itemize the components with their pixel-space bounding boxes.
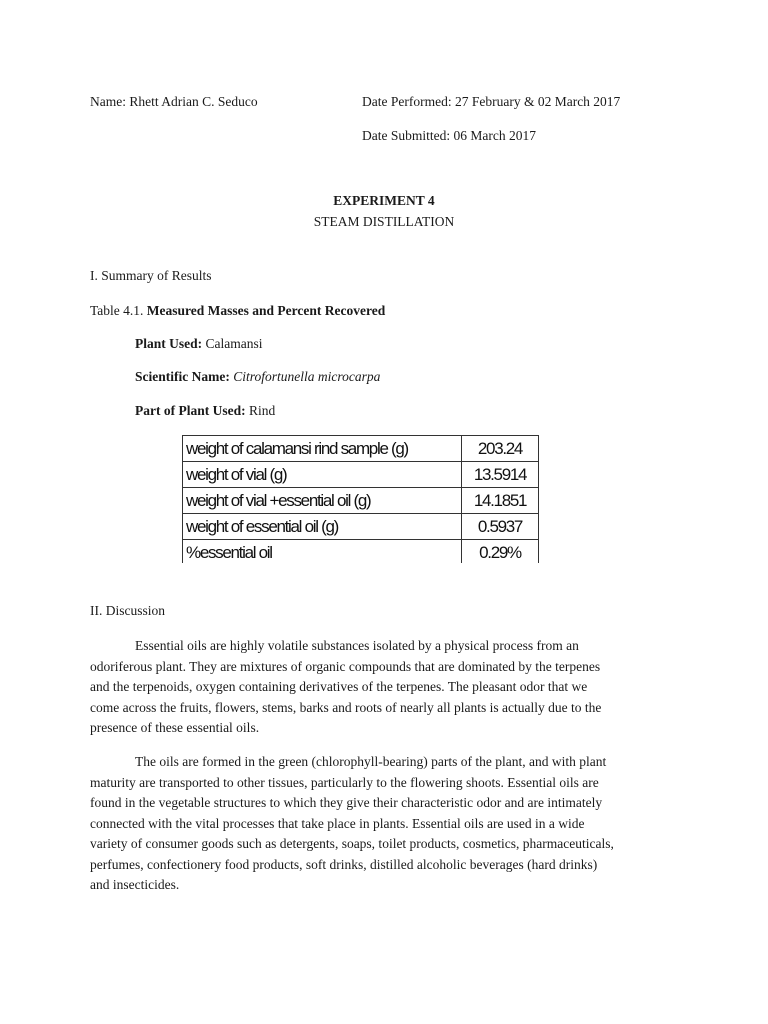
text-line: variety of consumer goods such as detergents, soaps, toilet products, cosmetics, pharmaceuticals,: [90, 836, 614, 851]
discussion-paragraph-1: [90, 636, 678, 739]
row-label: %essential oil: [183, 540, 462, 564]
plant-used-value: Calamansi: [202, 336, 263, 351]
table-caption-prefix: Table 4.1.: [90, 303, 147, 318]
text-line: and the terpenoids, oxygen containing derivatives of the terpenes. The pleasant odor that we: [90, 679, 588, 694]
row-value: 0.5937: [462, 514, 539, 540]
table-row: [183, 462, 539, 488]
part-used-value: Rind: [245, 403, 276, 418]
table-row: [183, 514, 539, 540]
row-label: weight of essential oil (g): [183, 514, 462, 540]
student-name: Name: Rhett Adrian C. Seduco: [90, 94, 258, 109]
row-value: 14.1851: [462, 488, 539, 514]
plant-used: [135, 336, 263, 352]
row-value: 13.5914: [462, 462, 539, 488]
text-line: Essential oils are highly volatile substances isolated by a physical process from an: [135, 638, 579, 653]
experiment-title: EXPERIMENT 4: [333, 193, 435, 208]
table-caption: [90, 303, 385, 319]
scientific-name-label: Scientific Name:: [135, 369, 230, 384]
results-table: [182, 435, 539, 563]
text-line: presence of these essential oils.: [90, 720, 260, 735]
row-label: weight of calamansi rind sample (g): [183, 436, 462, 462]
table-row: [183, 436, 539, 462]
text-line: The oils are formed in the green (chlorophyll-bearing) parts of the plant, and with plant: [135, 754, 607, 769]
experiment-subtitle: STEAM DISTILLATION: [313, 214, 455, 229]
part-used-label: Part of Plant Used:: [135, 403, 246, 418]
plant-used-label: Plant Used:: [135, 336, 203, 351]
row-value: 0.29%: [462, 540, 539, 564]
date-performed: Date Performed: 27 February & 02 March 2017: [362, 94, 621, 109]
discussion-heading: II. Discussion: [90, 603, 165, 618]
scientific-name: [135, 369, 380, 385]
row-label: weight of vial +essential oil (g): [183, 488, 462, 514]
text-line: found in the vegetable structures to which they give their characteristic odor and are intimately: [90, 795, 603, 810]
table-caption-title: Measured Masses and Percent Recovered: [146, 303, 386, 318]
scientific-name-value: Citrofortunella microcarpa: [233, 369, 381, 384]
row-label: weight of vial (g): [183, 462, 462, 488]
table-row: [183, 488, 539, 514]
text-line: come across the fruits, flowers, stems, barks and roots of nearly all plants is actually due to the: [90, 699, 602, 715]
summary-heading: I. Summary of Results: [90, 268, 212, 283]
text-line: connected with the vital processes that take place in plants. Essential oils are used in a wide: [90, 815, 585, 831]
discussion-paragraph-2: [90, 752, 678, 896]
date-submitted: Date Submitted: 06 March 2017: [362, 128, 536, 143]
part-used: [135, 403, 275, 419]
table-row: [183, 540, 539, 564]
text-line: maturity are transported to other tissues, particularly to the flowering shoots. Essential oils are: [90, 774, 599, 790]
row-value: 203.24: [462, 436, 539, 462]
text-line: and insecticides.: [90, 877, 180, 892]
text-line: odoriferous plant. They are mixtures of organic compounds that are dominated by the terpenes: [90, 658, 601, 674]
text-line: perfumes, confectionery food products, soft drinks, distilled alcoholic beverages (hard drinks): [90, 856, 598, 872]
